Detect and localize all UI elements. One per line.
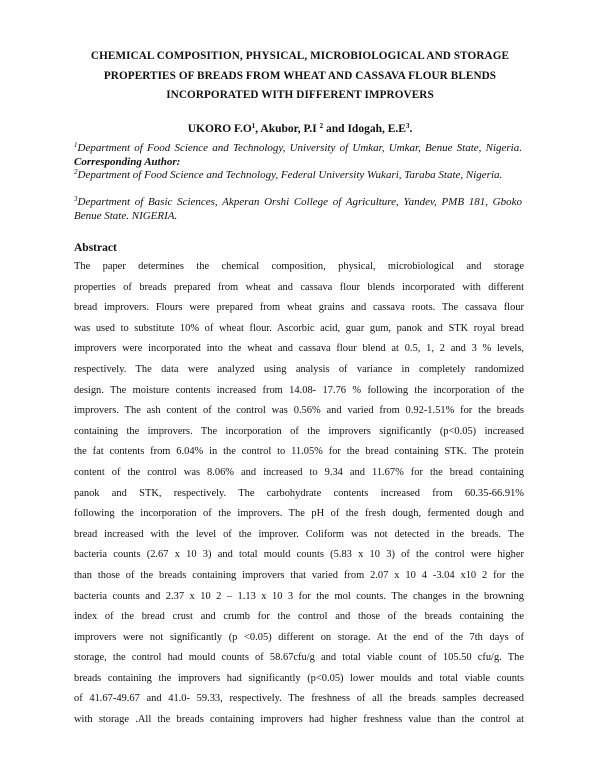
abstract-line: bread improvers. Flours were prepared from wheat grains and cassava roots. The cassava flour — [74, 302, 524, 314]
affiliation-text: Department of Food Science and Technology, Federal University Wukari, Taraba State, Nigeria. — [77, 169, 503, 181]
abstract-line: improvers were incorporated into the wheat and cassava flour blend at 0.5, 1, 2 and 3 % levels, — [74, 343, 524, 355]
abstract-line: panok and STK, respectively. The carbohydrate contents increased from 60.35-66.91% — [74, 487, 524, 499]
affiliation-text: Department of Food Science and Technology, University of Umkar, Umkar, Benue State, Nigeria. — [77, 142, 522, 154]
author-list — [60, 121, 540, 137]
title-line: CHEMICAL COMPOSITION, PHYSICAL, MICROBIOLOGICAL AND STORAGE — [90, 50, 510, 62]
abstract-line: bacteria counts and 2.37 x 10 2 – 1.13 x 10 3 for the mol counts. The changes in the browning — [74, 590, 524, 602]
abstract-line: The paper determines the chemical composition, physical, microbiological and storage — [74, 261, 524, 272]
author-name: and Idogah, E.E — [323, 123, 406, 135]
title-line: PROPERTIES OF BREADS FROM WHEAT AND CASSAVA FLOUR BLENDS — [103, 69, 497, 82]
abstract-line: respectively. The data were analyzed using analysis of variance in completely randomized — [74, 363, 524, 375]
abstract-line: containing the improvers. The incorporation of the improvers significantly (p<0.05) increased — [74, 425, 524, 437]
abstract-line: was used to substitute 10% of wheat flour. Ascorbic acid, guar gum, panok and STK royal bread — [74, 322, 524, 334]
affiliation-3 — [74, 196, 522, 223]
abstract-line: storage, the control had mould counts of 58.67cfu/g and total viable count of 105.50 cfu/g. The — [74, 652, 524, 664]
abstract-line: bacteria counts (2.67 x 10 3) and total mould counts (5.83 x 10 3) of the control were higher — [74, 549, 524, 561]
abstract-line: breads containing the improvers had significantly (p<0.05) lower moulds and total viable counts — [74, 672, 524, 684]
author-name: , Akubor, P.I — [255, 123, 320, 135]
author-affiliation-mark: 3 — [405, 122, 410, 130]
abstract-line: improvers. The ash content of the control was 0.56% and varied from 0.92-1.51% for the breads — [74, 405, 524, 417]
abstract-line: with storage .All the breads containing improvers had higher freshness value than the control at — [74, 714, 524, 726]
abstract-heading: Abstract — [74, 242, 117, 254]
author-affiliation-mark: 1 — [251, 122, 256, 130]
abstract-line: of 41.67-49.67 and 41.0- 59.33, respectively. The freshness of all the breads samples decreased — [74, 693, 524, 705]
abstract-line: improvers were not significantly (p <0.05) different on storage. At the end of the 7th days of — [74, 631, 524, 643]
abstract-line: following the incorporation of the improvers. The pH of the fresh dough, fermented dough and — [74, 508, 524, 520]
affiliation-1 — [74, 142, 522, 169]
abstract-line: index of the bread crust and crumb for the control and those of the breads containing the — [74, 611, 524, 623]
paper-title — [60, 47, 540, 106]
affiliation-mark: 3 — [74, 195, 78, 203]
abstract-body — [74, 257, 524, 731]
author-list-end: . — [409, 123, 413, 135]
corresponding-author-label: Corresponding Author: — [74, 155, 181, 168]
abstract-line: bread increased with the level of the improver. Coliform was not detected in the breads. The — [74, 528, 524, 540]
abstract-line: the fat contents from 6.04% in the control to 11.05% for the bread containing STK. The protein — [74, 446, 524, 458]
affiliation-2 — [74, 169, 522, 183]
abstract-line: properties of breads prepared from wheat and cassava flour blends incorporated with different — [74, 281, 524, 293]
abstract-line: than those of the breads containing improvers that varied from 2.07 x 10 4 -3.04 x10 2 for the — [74, 569, 524, 581]
affiliation-text: Department of Basic Sciences, Akperan Orshi College of Agriculture, Yandev, PMB 181, Gboko Benue State. NIGERIA. — [74, 196, 522, 222]
title-line: INCORPORATED WITH DIFFERENT IMPROVERS — [166, 89, 434, 101]
author-name: UKORO F.O — [187, 123, 252, 135]
affiliation-mark: 2 — [74, 168, 78, 176]
affiliation-mark: 1 — [74, 141, 78, 149]
abstract-line: design. The moisture contents increased from 14.08- 17.76 % following the incorporation of the — [74, 384, 524, 396]
author-affiliation-mark: 2 — [319, 122, 324, 130]
abstract-line: content of the control was 8.06% and increased to 9.34 and 11.67% for the bread containing — [74, 466, 524, 478]
